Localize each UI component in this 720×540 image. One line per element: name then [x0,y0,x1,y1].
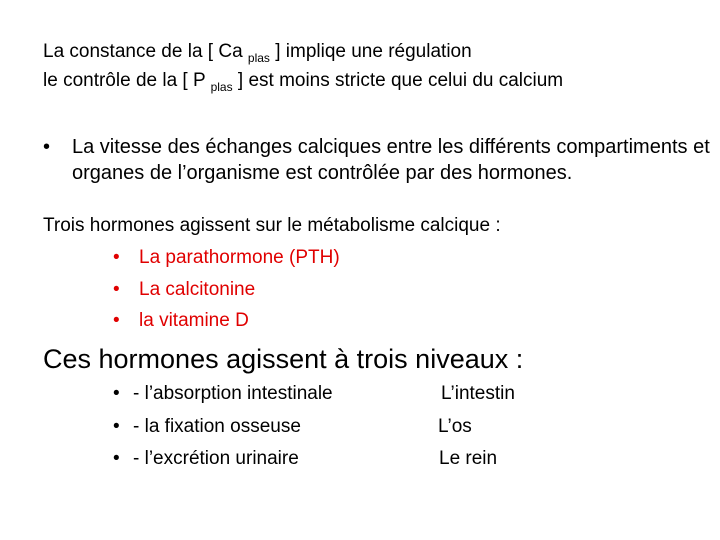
level-organ: Le rein [439,448,498,469]
bullet-marker: • [43,136,51,158]
level-action: - l’excrétion urinaire [133,448,299,469]
levels-heading: Ces hormones agissent à trois niveaux : [43,344,524,374]
bullet-marker: • [113,448,120,469]
level-item [113,447,299,471]
hormone-item [113,309,249,333]
hormones-heading: Trois hormones agissent sur le métabolisme calcique : [43,215,501,236]
intro-line-2-post: ] est moins stricte que celui du calcium [232,70,564,91]
bullet-marker: • [113,383,120,404]
bullet-marker: • [113,279,120,300]
level-item [113,382,333,406]
hormone-label: La parathormone (PTH) [139,247,340,268]
intro-line-2-pre: le contrôle de la [ P [43,70,211,91]
intro-line-2 [43,69,563,93]
hormone-label: la vitamine D [139,310,249,331]
level-organ: L’os [438,416,472,437]
bullet-marker: • [113,247,120,268]
main-bullet-text: La vitesse des échanges calciques entre les différents compartiments et organes de l’organisme est contrôlée par des hormones. [72,136,710,184]
intro-line-1-pre: La constance de la [ Ca [43,41,248,62]
hormone-label: La calcitonine [139,279,256,300]
level-action: - la fixation osseuse [133,416,301,437]
intro-line-1 [43,40,472,64]
hormone-item [113,246,340,270]
level-organ: L’intestin [441,383,515,404]
plas-subscript: plas [210,80,233,94]
level-item [113,415,301,439]
bullet-marker: • [113,416,120,437]
plas-subscript: plas [247,51,270,65]
hormone-item [113,278,255,302]
bullet-marker: • [113,310,120,331]
level-action: - l’absorption intestinale [133,383,333,404]
intro-line-1-post: ] impliqe une régulation [269,41,472,62]
